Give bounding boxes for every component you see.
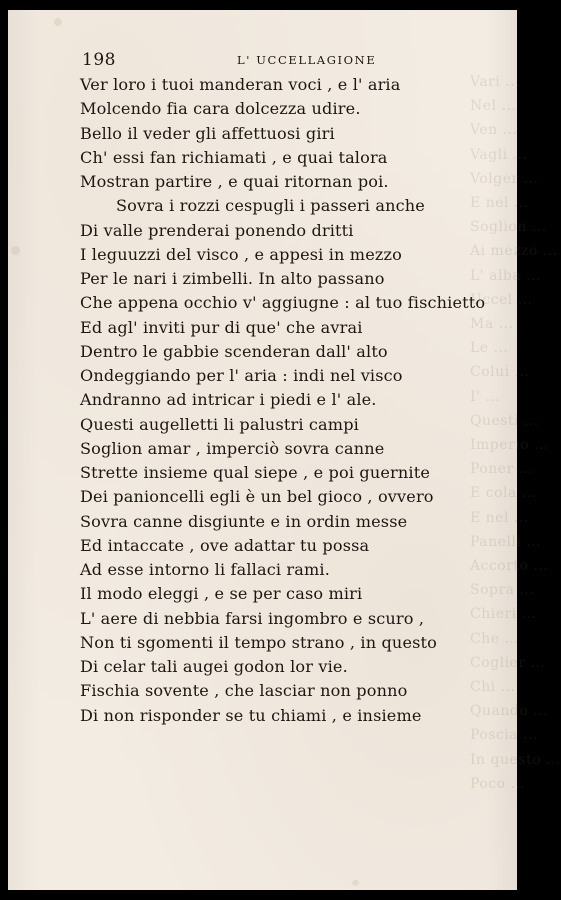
- verse-line: Questi augelletti li palustri campi: [80, 414, 359, 434]
- poem-text: [80, 73, 486, 728]
- verse-line: Sovra canne disgiunte e in ordin messe: [80, 511, 408, 531]
- verse-line: Non ti sgomenti il tempo strano , in questo: [80, 632, 437, 652]
- paper-stain: [11, 246, 20, 255]
- verse-line: Ch' essi fan richiamati , e quai talora: [80, 147, 388, 167]
- page-number: 198: [82, 50, 116, 70]
- book-page: [8, 10, 561, 890]
- verse-line: L' aere di nebbia farsi ingombro e scuro ,: [80, 608, 425, 628]
- verse-line: Molcendo fia cara dolcezza udire.: [80, 99, 361, 119]
- verse-line: I leguuzzi del visco , e appesi in mezzo: [80, 244, 402, 264]
- paper-stain: [352, 880, 359, 886]
- verse-line: Soglion amar , imperciò sovra canne: [80, 438, 385, 458]
- verse-line: Il modo eleggi , e se per caso miri: [80, 584, 363, 604]
- verse-line: Ondeggiando per l' aria : indi nel visco: [80, 366, 403, 385]
- verse-line: Andranno ad intricar i piedi e l' ale.: [80, 390, 377, 410]
- verse-line: Che appena occhio v' aggiugne : al tuo fischietto: [80, 293, 486, 313]
- paper-stain: [54, 18, 62, 26]
- verse-line: Di non risponder se tu chiami , e insieme: [80, 705, 422, 725]
- verse-line: Bello il veder gli affettuosi giri: [80, 123, 335, 143]
- verse-line: Per le nari i zimbelli. In alto passano: [80, 269, 385, 288]
- verse-line: Ver loro i tuoi manderan voci , e l' aria: [80, 75, 401, 94]
- verse-line: Di celar tali augei godon lor vie.: [80, 657, 348, 676]
- verse-line: Ed agl' inviti pur di que' che avrai: [80, 317, 363, 337]
- verse-line: Ed intaccate , ove adattar tu possa: [80, 535, 370, 555]
- page-header: [82, 48, 462, 72]
- verse-line: Mostran partire , e quai ritornan poi.: [80, 172, 389, 191]
- show-through-text: Vari ... Nel ... Ven ... Vagli ... Volger ... E nel ... Soglion ... Ai mezzo ... L' alba ... Uccel ... Ma ... Le ... Colui ... I' ... Questi ... Imperio ... Poner ... E cola ... E nel ... Panelli ... Accorto ... Sopra ... Chieri ... Che ... Coglier ... Chi ... Quando ... Poscia ... In questo ... Poco ...: [470, 74, 561, 792]
- verse-line: Di valle prenderai ponendo dritti: [80, 220, 354, 240]
- verse-line: Strette insieme qual siepe , e poi guernite: [80, 463, 430, 482]
- running-title: L' UCCELLAGIONE: [237, 53, 377, 67]
- verse-line: Fischia sovente , che lasciar non ponno: [80, 681, 408, 701]
- verse-line: Dei panioncelli egli è un bel gioco , ovvero: [80, 487, 434, 507]
- verse-line: Sovra i rozzi cespugli i passeri anche: [116, 196, 425, 216]
- verse-line: Ad esse intorno li fallaci rami.: [80, 560, 330, 579]
- verse-line: Dentro le gabbie scenderan dall' alto: [80, 341, 388, 361]
